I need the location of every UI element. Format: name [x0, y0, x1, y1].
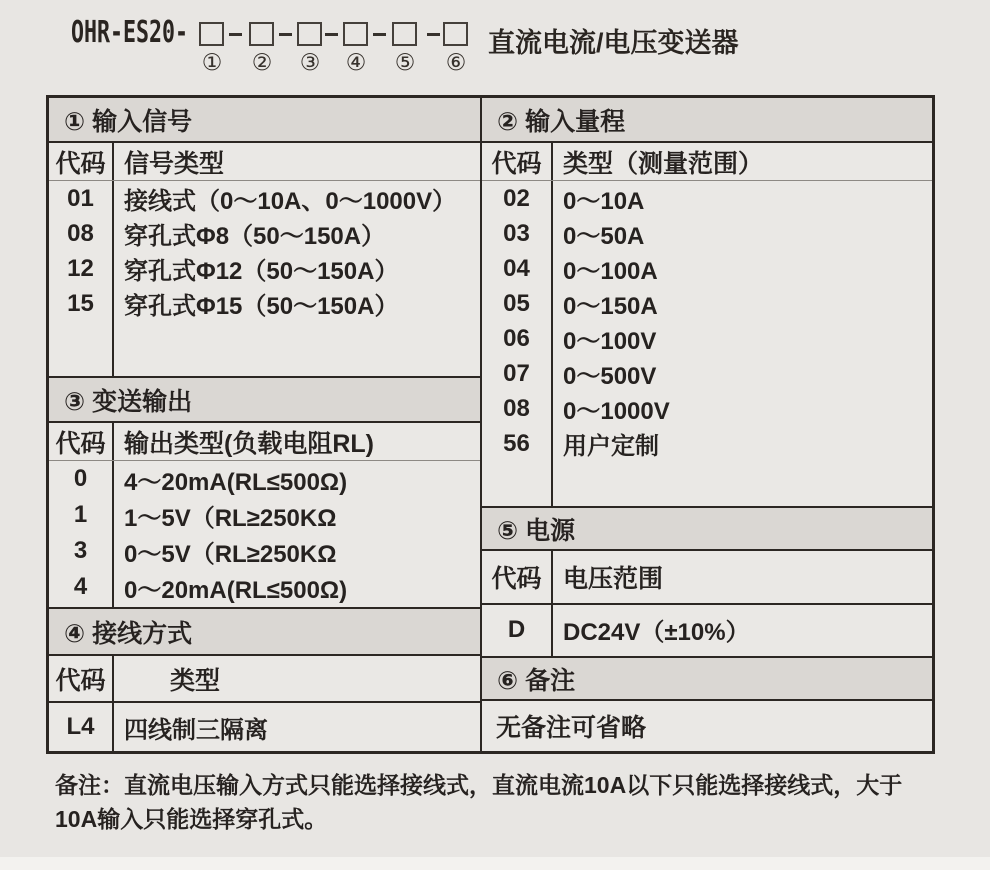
dash-separator	[229, 33, 242, 36]
section6-title: ⑥ 备注	[497, 666, 576, 695]
section5-header	[482, 506, 932, 551]
model-prefix: OHR-ES20-	[71, 15, 189, 50]
value-cell: DC24V（±10%）	[563, 619, 750, 646]
code-cell: 3	[73, 537, 88, 564]
code-cell: 08	[67, 219, 94, 247]
type-column-header: 输出类型(负载电阻RL)	[124, 429, 374, 458]
code-cell: 1	[73, 501, 88, 528]
type-column-header: 电压范围	[563, 565, 664, 593]
value-cell: 0～5V（RL≥250KΩ	[124, 540, 337, 568]
model-code-box-5	[392, 22, 417, 46]
circle-number-5: ⑤	[394, 50, 416, 76]
section2-rows	[482, 181, 932, 506]
value-cell: 0～500V	[563, 363, 657, 390]
value-cell: 0～10A	[563, 188, 645, 215]
model-code-box-4	[343, 22, 368, 46]
circle-number-6: ⑥	[445, 50, 467, 76]
code-cell: 15	[67, 289, 94, 317]
code-column-header: 代码	[482, 551, 553, 603]
type-column-header: 类型（测量范围）	[563, 149, 764, 178]
circle-number-2: ②	[251, 50, 273, 76]
value-cell: 1～5V（RL≥250KΩ	[124, 504, 337, 532]
code-column-header: 代码	[49, 656, 114, 701]
value-cell: 穿孔式Φ8（50～150A）	[124, 223, 386, 250]
model-code-box-6	[443, 22, 468, 46]
section4-subheader	[49, 656, 480, 703]
section6-header	[482, 656, 932, 701]
code-cell: 56	[503, 429, 530, 457]
code-column-header: 代码	[49, 143, 114, 180]
code-cell: 0	[73, 465, 88, 492]
section5-title: ⑤ 电源	[497, 516, 576, 545]
dash-separator	[373, 33, 386, 36]
section1-title: ① 输入信号	[64, 107, 193, 136]
value-cell: 0～1000V	[563, 398, 670, 425]
value-cell: 穿孔式Φ12（50～150A）	[124, 258, 399, 285]
section2-header	[482, 98, 932, 143]
section4-title: ④ 接线方式	[64, 619, 193, 648]
model-code-box-1	[199, 22, 224, 46]
code-cell: 03	[503, 219, 530, 247]
table-left-column	[49, 98, 482, 751]
code-cell: 12	[67, 254, 94, 282]
code-cell: 08	[503, 394, 530, 422]
type-column-header: 信号类型	[124, 149, 225, 178]
section3-title: ③ 变送输出	[64, 387, 193, 416]
dash-separator	[325, 33, 338, 36]
code-cell: 04	[503, 254, 530, 282]
section3-header	[49, 376, 480, 423]
dash-separator	[279, 33, 292, 36]
value-cell: 0～100V	[563, 328, 657, 355]
section1-header	[49, 98, 480, 143]
section4-rows	[49, 703, 480, 751]
code-cell: 06	[503, 324, 530, 352]
section3-subheader	[49, 423, 480, 461]
footnote: 备注：直流电压输入方式只能选择接线式，直流电流10A以下只能选择接线式，大于10A输入只能选择穿孔式。	[55, 772, 903, 832]
section6-note: 无备注可省略	[496, 714, 647, 742]
bottom-strip	[0, 857, 990, 870]
code-cell: 02	[503, 184, 530, 212]
code-cell: L4	[66, 713, 95, 740]
circle-number-1: ①	[201, 50, 223, 76]
value-cell: 0～150A	[563, 293, 658, 320]
code-cell: 05	[503, 289, 530, 317]
model-code-box-3	[297, 22, 322, 46]
code-cell: D	[507, 615, 526, 643]
code-column-header: 代码	[49, 423, 114, 460]
type-column-header: 类型	[170, 666, 221, 695]
product-name: 直流电流/电压变送器	[488, 28, 739, 58]
selection-table	[46, 95, 935, 754]
section2-subheader	[482, 143, 932, 181]
value-cell: 0～20mA(RL≤500Ω)	[124, 576, 348, 604]
code-cell: 4	[73, 573, 88, 600]
dash-separator	[427, 33, 440, 36]
code-cell: 01	[67, 184, 94, 212]
circle-number-3: ③	[299, 50, 321, 76]
value-cell: 0～100A	[563, 258, 658, 285]
value-cell: 接线式（0～10A、0～1000V）	[124, 188, 457, 215]
circle-number-4: ④	[345, 50, 367, 76]
section3-rows	[49, 461, 480, 607]
code-column-header: 代码	[482, 143, 553, 180]
model-formula	[0, 0, 990, 92]
section5-rows	[482, 605, 932, 656]
section4-header	[49, 607, 480, 656]
table-right-column	[482, 98, 932, 751]
code-cell: 07	[503, 359, 530, 387]
section2-title: ② 输入量程	[497, 107, 626, 136]
section1-rows	[49, 181, 480, 376]
section1-subheader	[49, 143, 480, 181]
value-cell: 用户定制	[563, 433, 659, 460]
value-cell: 0～50A	[563, 223, 645, 250]
value-cell: 穿孔式Φ15（50～150A）	[124, 293, 399, 320]
value-cell: 四线制三隔离	[124, 716, 268, 744]
section5-subheader	[482, 551, 932, 605]
value-cell: 4～20mA(RL≤500Ω)	[124, 468, 348, 496]
model-code-box-2	[249, 22, 274, 46]
